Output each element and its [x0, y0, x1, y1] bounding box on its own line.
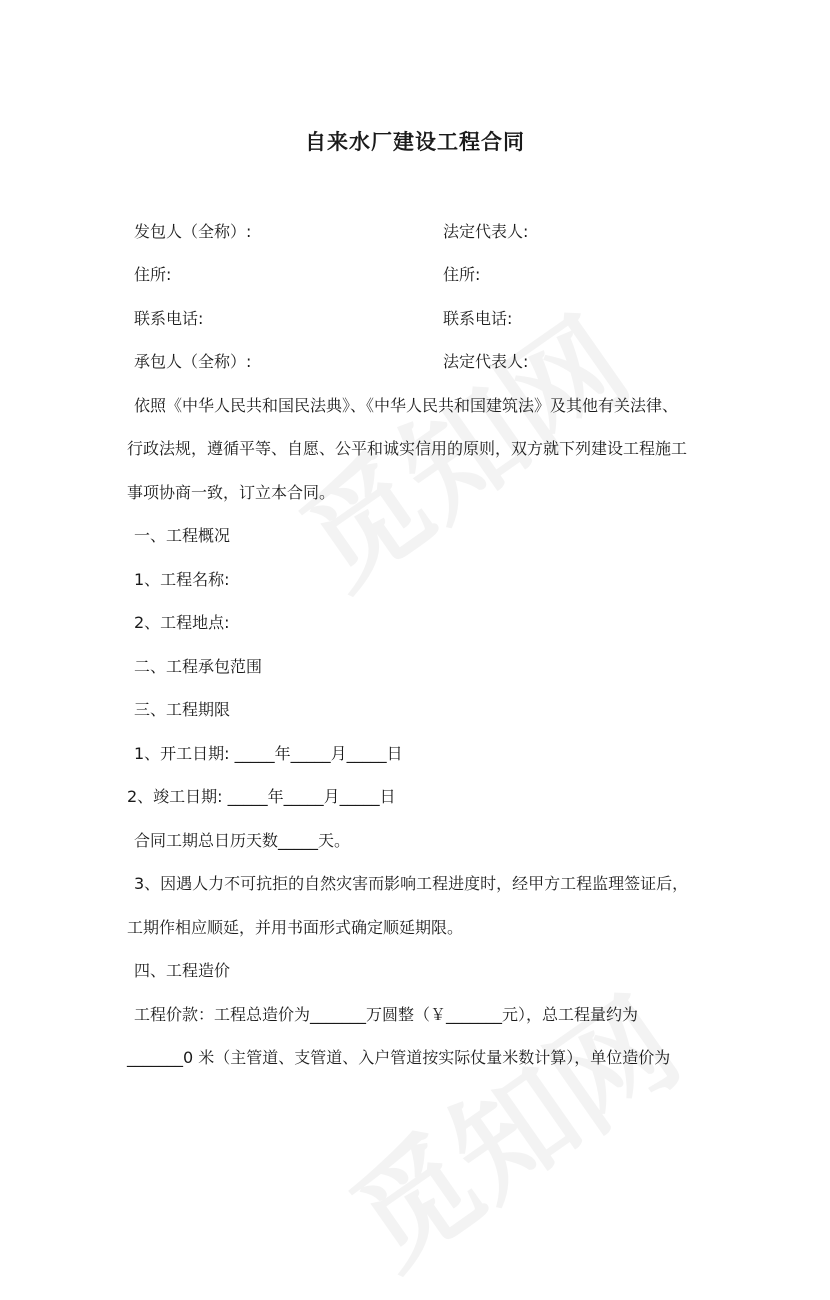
- force-majeure-line: 工期作相应顺延，并用书面形式确定顺延期限。: [127, 918, 464, 937]
- preamble-line: 依照《中华人民共和国民法典》、《中华人民共和国建筑法》及其他有关法律、: [134, 396, 679, 415]
- price-line: 工程价款：工程总造价为_______万圆整（￥_______元），总工程量约为: [134, 1005, 639, 1024]
- preamble-line: 行政法规，遵循平等、自愿、公平和诚实信用的原则，双方就下列建设工程施工: [127, 439, 688, 458]
- total-days-line: 合同工期总日历天数_____天。: [134, 831, 351, 850]
- employer-rep-label: 法定代表人:: [443, 222, 529, 241]
- employer-name-label: 发包人（全称）:: [134, 222, 252, 241]
- contractor-rep-label: 法定代表人:: [443, 352, 529, 371]
- force-majeure-line: 3、因遇人力不可抗拒的自然灾害而影响工程进度时，经甲方工程监理签证后，: [134, 874, 689, 893]
- page-title: 自来水厂建设工程合同: [305, 130, 525, 154]
- preamble-line: 事项协商一致，订立本合同。: [127, 483, 336, 502]
- project-name-label: 1、工程名称:: [134, 570, 230, 589]
- contractor-address-label: 住所:: [443, 265, 481, 284]
- section-heading: 三、工程期限: [134, 700, 231, 719]
- contractor-phone-label: 联系电话:: [443, 309, 513, 328]
- employer-phone-label: 联系电话:: [134, 309, 204, 328]
- end-date-line: 2、竣工日期: _____年_____月_____日: [127, 787, 396, 806]
- section-heading: 四、工程造价: [134, 961, 231, 980]
- project-location-label: 2、工程地点:: [134, 613, 230, 632]
- price-line: _______0 米（主管道、支管道、入户管道按实际仗量米数计算），单位造价为: [127, 1048, 671, 1067]
- employer-address-label: 住所:: [134, 265, 172, 284]
- start-date-line: 1、开工日期: _____年_____月_____日: [134, 744, 403, 763]
- contractor-name-label: 承包人（全称）:: [134, 352, 252, 371]
- section-heading: 一、工程概况: [134, 526, 231, 545]
- section-heading: 二、工程承包范围: [134, 657, 263, 676]
